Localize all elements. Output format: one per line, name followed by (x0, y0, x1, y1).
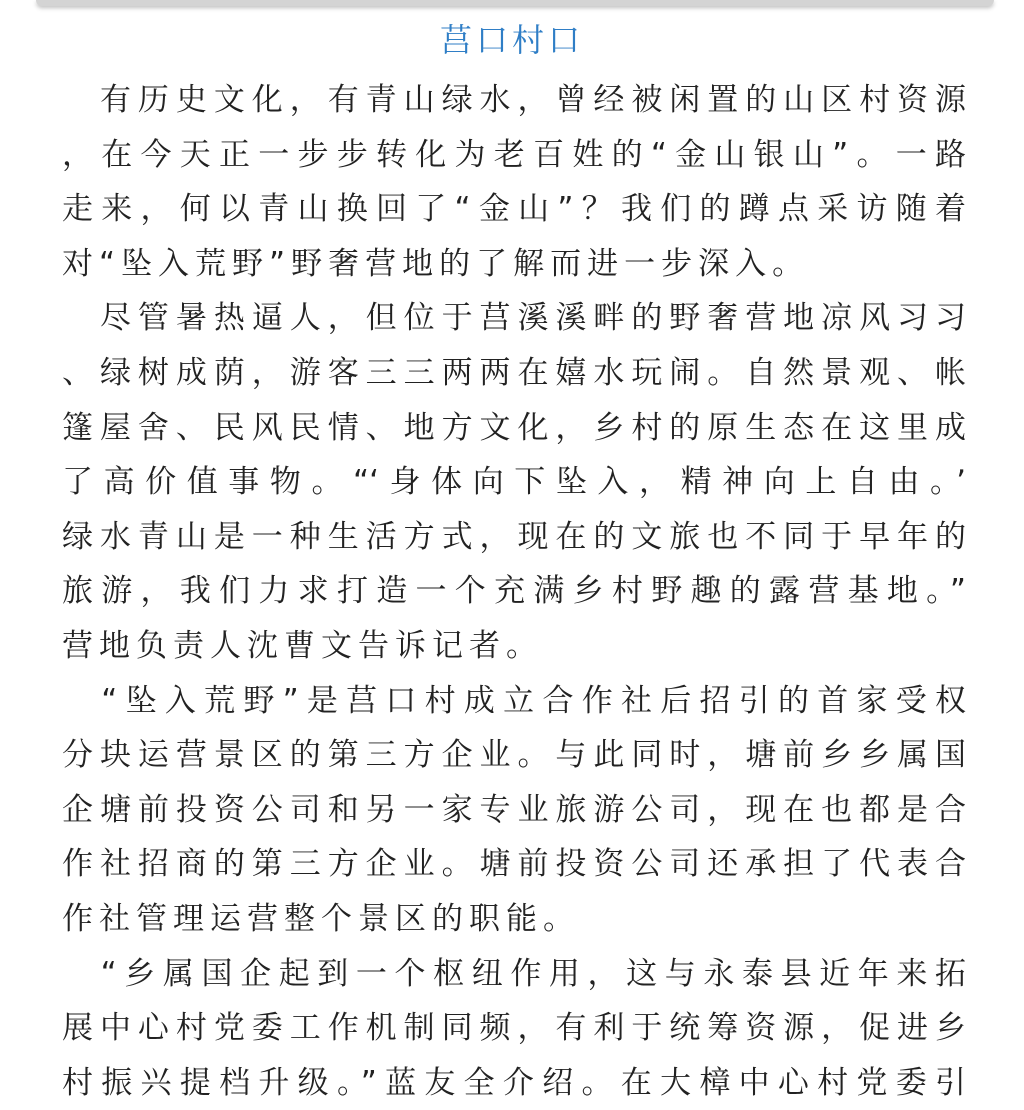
article-line: 作社招商的第三方企业。塘前投资公司还承担了代表合 (62, 846, 966, 883)
article-line: 营地负责人沈曹文告诉记者。 (62, 627, 543, 664)
top-divider-bar (36, 0, 994, 6)
article-body (62, 73, 966, 1110)
article-line: 对“坠入荒野”野奢营地的了解而进一步深入。 (62, 245, 810, 282)
article-line: 分块运营景区的第三方企业。与此同时，塘前乡乡属国 (62, 737, 966, 774)
article-line: 企塘前投资公司和另一家专业旅游公司，现在也都是合 (62, 791, 966, 828)
article-line: “乡属国企起到一个枢纽作用，这与永泰县近年来拓 (62, 955, 966, 992)
article-line: 村振兴提档升级。”蓝友全介绍。在大樟中心村党委引 (62, 1064, 966, 1101)
article-line: ，在今天正一步步转化为老百姓的“金山银山”。一路 (62, 136, 966, 173)
article-line: 尽管暑热逼人，但位于莒溪溪畔的野奢营地凉风习习 (62, 300, 966, 337)
article-line: 作社管理运营整个景区的职能。 (62, 900, 580, 937)
article-line: 、绿树成荫，游客三三两两在嬉水玩闹。自然景观、帐 (62, 354, 966, 391)
article-line: 绿水青山是一种生活方式，现在的文旅也不同于早年的 (62, 518, 966, 555)
article-line: “坠入荒野”是莒口村成立合作社后招引的首家受权 (62, 682, 966, 719)
article-line: 走来，何以青山换回了“金山”？我们的蹲点采访随着 (62, 191, 966, 228)
article-line: 有历史文化，有青山绿水，曾经被闲置的山区村资源 (62, 82, 966, 118)
article-line: 篷屋舍、民风民情、地方文化，乡村的原生态在这里成 (62, 409, 966, 446)
section-title: 莒口村口 (439, 21, 584, 59)
article-line: 展中心村党委工作机制同频，有利于统筹资源，促进乡 (62, 1010, 966, 1047)
article-line: 了高价值事物。“‘身体向下坠入，精神向上自由。’ (62, 464, 966, 501)
article-line: 旅游，我们力求打造一个充满乡村野趣的露营基地。” (62, 573, 966, 610)
